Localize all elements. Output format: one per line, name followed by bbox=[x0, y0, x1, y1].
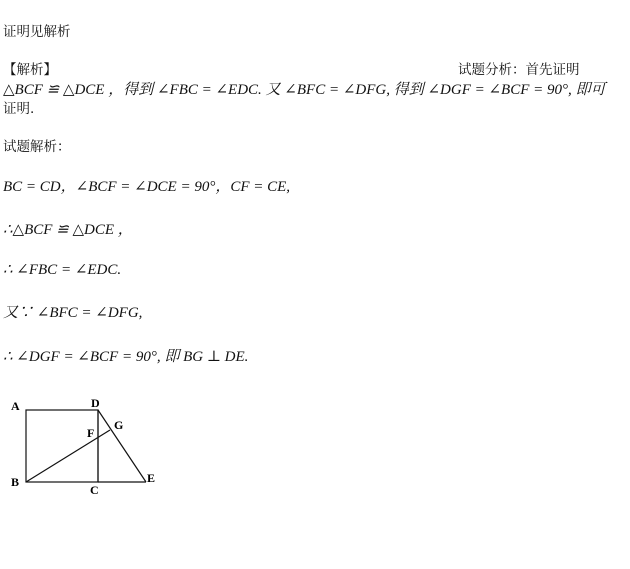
analysis-line-2: 证明. bbox=[3, 101, 35, 117]
analysis-lead: 试题分析：首先证明 bbox=[458, 62, 580, 78]
analysis-tag: 【解析】 bbox=[3, 62, 57, 78]
label-c: C bbox=[90, 483, 99, 497]
label-e: E bbox=[147, 471, 156, 485]
label-d: D bbox=[91, 396, 100, 410]
solution-heading: 试题解析： bbox=[3, 139, 71, 155]
square-abcd bbox=[26, 410, 98, 482]
label-g: G bbox=[114, 418, 124, 432]
solution-step-5: ∴ ∠DGF = ∠BCF = 90°, 即 BG ⊥ DE. bbox=[3, 349, 249, 365]
label-b: B bbox=[11, 475, 20, 489]
label-f: F bbox=[87, 426, 95, 440]
solution-step-4: 又∵ ∠BFC = ∠DFG, bbox=[3, 305, 143, 321]
geometry-figure bbox=[0, 390, 180, 510]
answer-text: 证明见解析 bbox=[3, 24, 71, 40]
label-a: A bbox=[11, 399, 20, 413]
solution-step-1: BC = CD，∠BCF = ∠DCE = 90°，CF = CE, bbox=[3, 179, 291, 195]
solution-step-3: ∴ ∠FBC = ∠EDC. bbox=[3, 262, 122, 278]
solution-step-2: ∴△BCF ≌ △DCE ， bbox=[3, 222, 133, 238]
analysis-line-1: △BCF ≌ △DCE ，得到 ∠FBC = ∠EDC. 又 ∠BFC = ∠DFG, 得到 ∠DGF = ∠BCF = 90°, 即可 bbox=[3, 82, 606, 98]
